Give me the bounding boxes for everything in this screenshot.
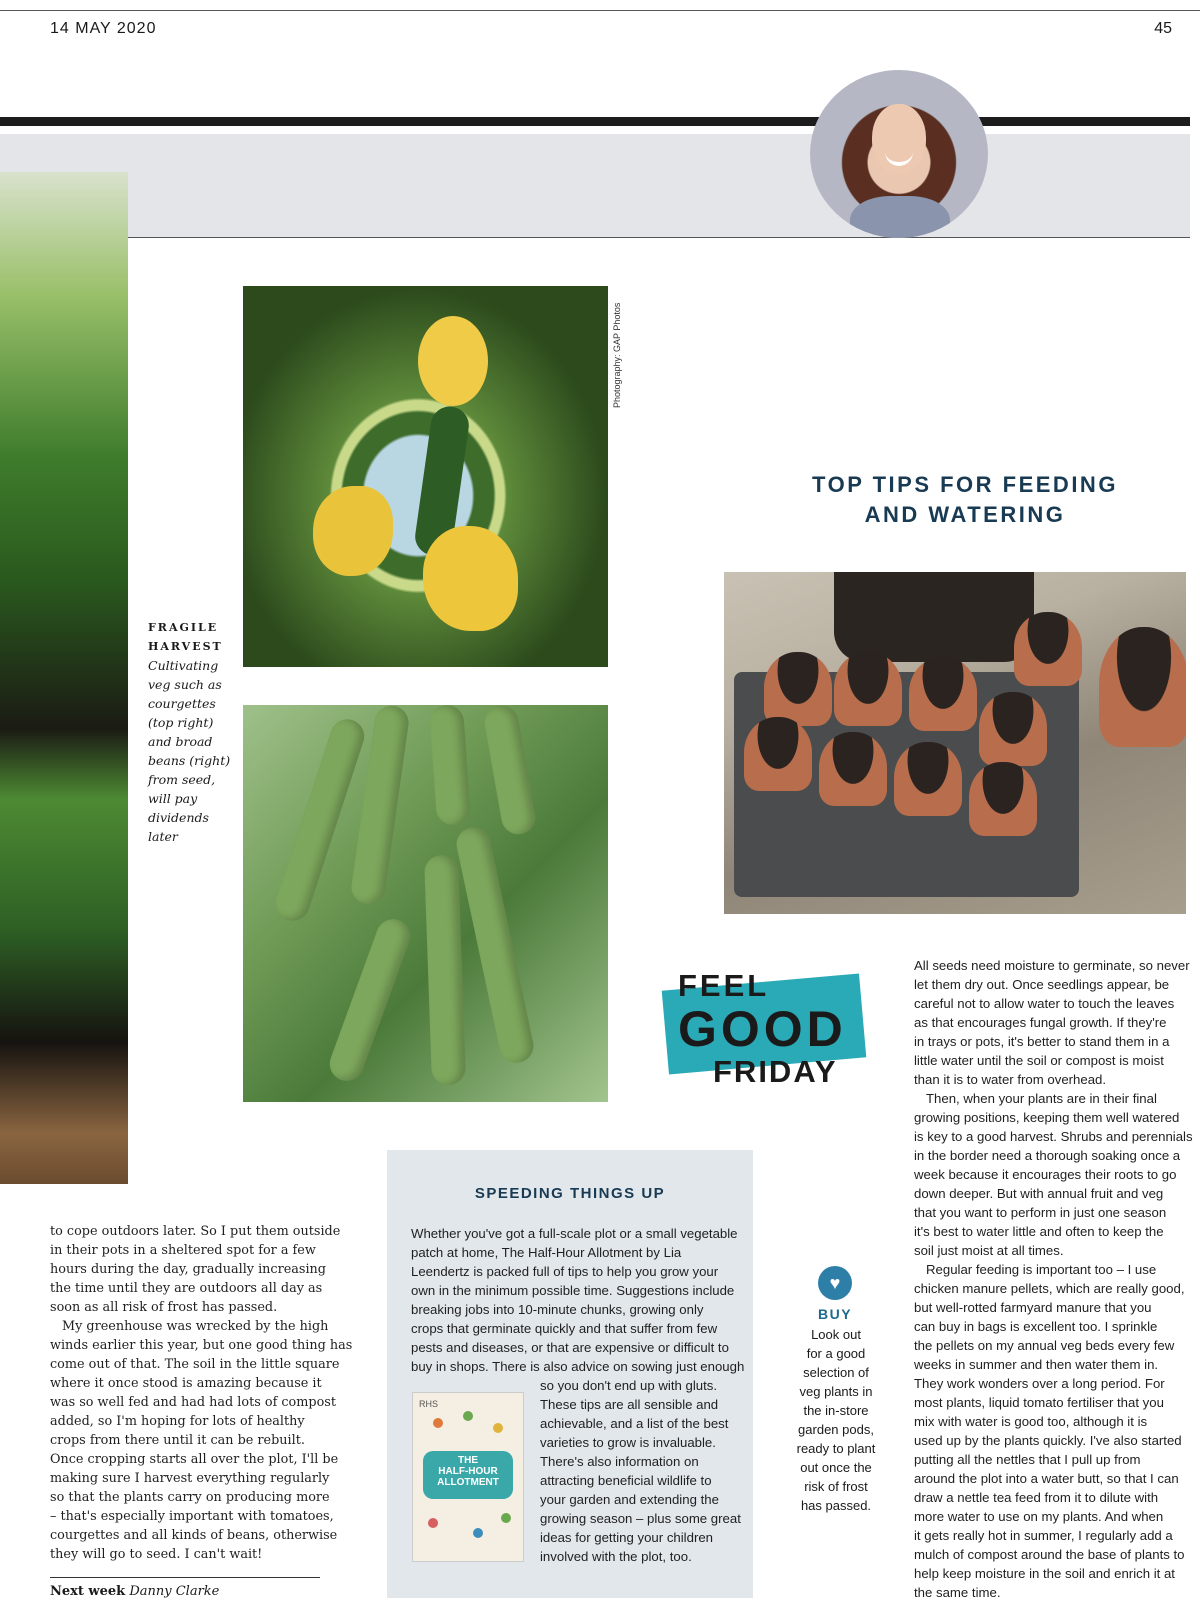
top-rule bbox=[0, 10, 1200, 11]
body-text-line: than it is to water from overhead. bbox=[914, 1072, 1107, 1087]
buy-text-line: Look out bbox=[811, 1327, 861, 1342]
sidebar-text bbox=[411, 1224, 745, 1376]
body-text-line: it gets really hot in summer, I regularly add a bbox=[914, 1528, 1173, 1543]
sidebar-text-line: patch at home, The Half-Hour Allotment by Lia bbox=[411, 1245, 682, 1260]
body-text-line: in the border need a thorough soaking once a bbox=[914, 1148, 1181, 1163]
body-text-line: All seeds need moisture to germinate, so never bbox=[914, 958, 1190, 973]
body-text-line: mix with water is good too, although it is bbox=[914, 1414, 1148, 1429]
sidebar-text-line: involved with the plot, too. bbox=[540, 1549, 692, 1564]
body-text-line: to cope outdoors later. So I put them outside bbox=[50, 1224, 341, 1239]
logo-feel: FEEL bbox=[678, 968, 770, 1003]
buy-text-line: the in-store bbox=[803, 1403, 869, 1418]
next-week-note bbox=[50, 1584, 219, 1599]
body-text-line: used up by the plants quickly. I've also started bbox=[914, 1433, 1182, 1448]
header-band bbox=[0, 134, 1190, 237]
body-text-line: crops from there until it can be rebuilt. bbox=[50, 1433, 305, 1448]
body-text-line: as that encourages fungal growth. If they're bbox=[914, 1015, 1167, 1030]
photo-caption bbox=[148, 618, 243, 846]
sidebar-text-line: varieties to grow is invaluable. bbox=[540, 1435, 716, 1450]
body-text-line: was so well fed and had had lots of compost bbox=[50, 1395, 336, 1410]
sidebar-text-line: Leendertz is packed full of tips to help you grow your bbox=[411, 1264, 719, 1279]
sidebar-text-line: breaking jobs into 10-minute chunks, growing only bbox=[411, 1302, 704, 1317]
body-column-right bbox=[914, 956, 1193, 1602]
sidebar-text-line: pests and diseases, or that are expensive or difficult to bbox=[411, 1340, 729, 1355]
courgette-photo bbox=[243, 286, 608, 667]
buy-text-line: ready to plant bbox=[796, 1441, 876, 1456]
body-text-line: growing positions, keeping them well watered bbox=[914, 1110, 1180, 1125]
body-text-line: is key to a good harvest. Shrubs and perennials bbox=[914, 1129, 1193, 1144]
buy-text-line: out once the bbox=[800, 1460, 872, 1475]
buy-text-line: has passed. bbox=[800, 1498, 872, 1513]
body-text-line: draw a nettle tea feed from it to dilute with bbox=[914, 1490, 1159, 1505]
sidebar-text-line: These tips are all sensible and bbox=[540, 1397, 719, 1412]
body-text-line: so that the plants carry on producing more bbox=[50, 1490, 330, 1505]
body-text-line: in trays or pots, it's better to stand them in a bbox=[914, 1034, 1170, 1049]
body-text-line: the same time. bbox=[914, 1585, 1001, 1600]
band-divider bbox=[128, 237, 1190, 238]
body-text-line: weeks in summer and then water them in. bbox=[914, 1357, 1159, 1372]
body-text-line: making sure I harvest everything regularly bbox=[50, 1471, 330, 1486]
body-text-line: most plants, liquid tomato fertiliser that you bbox=[914, 1395, 1164, 1410]
caption-heading bbox=[148, 618, 243, 656]
sidebar-text-line: crops that germinate quickly and that suffer from few bbox=[411, 1321, 718, 1336]
broad-beans-photo bbox=[243, 705, 608, 1102]
body-text-line: soil just moist at all times. bbox=[914, 1243, 1064, 1258]
buy-text-line: selection of bbox=[803, 1365, 869, 1380]
body-text-line: soon as all risk of frost has passed. bbox=[50, 1300, 278, 1315]
caption-text-line: veg such as bbox=[148, 677, 222, 692]
logo-good: GOOD bbox=[678, 1001, 847, 1057]
header-bar bbox=[0, 117, 1190, 126]
sidebar-text-line: own in the minimum possible time. Suggestions include bbox=[411, 1283, 735, 1298]
sidebar-title: SPEEDING THINGS UP bbox=[474, 1185, 666, 1202]
buy-heading: BUY bbox=[817, 1306, 853, 1322]
sidebar-text-line: attracting beneficial wildlife to bbox=[540, 1473, 712, 1488]
seedling-pots-photo bbox=[724, 572, 1186, 914]
sidebar-text-line: achievable, and a list of the best bbox=[540, 1416, 729, 1431]
body-text-line: can buy in bags is excellent too. I sprinkle bbox=[914, 1319, 1158, 1334]
sidebar-text-line: ideas for getting your children bbox=[540, 1530, 714, 1545]
body-text-line: They work wonders over a long period. For bbox=[914, 1376, 1165, 1391]
body-text-line: added, so I'm hoping for lots of healthy bbox=[50, 1414, 305, 1429]
buy-text-line: garden pods, bbox=[798, 1422, 874, 1437]
photo-credit: Photography: GAP Photos bbox=[612, 302, 622, 408]
body-text-line: careful not to allow water to touch the leaves bbox=[914, 996, 1175, 1011]
body-text-line: down deeper. But with annual fruit and veg bbox=[914, 1186, 1164, 1201]
body-text-line: winds earlier this year, but one good thing has bbox=[50, 1338, 353, 1353]
body-text-line: hours during the day, gradually increasing bbox=[50, 1262, 326, 1277]
body-text-line: it's best to water little and often to keep the bbox=[914, 1224, 1164, 1239]
body-text-line: they will go to seed. I can't wait! bbox=[50, 1547, 263, 1562]
body-text-line: let them dry out. Once seedlings appear, be bbox=[914, 977, 1170, 992]
issue-date: 14 MAY 2020 bbox=[50, 20, 157, 37]
caption-heading-line: FRAGILE bbox=[148, 621, 219, 634]
caption-text-line: will pay bbox=[148, 791, 198, 806]
logo-friday: FRIDAY bbox=[713, 1054, 838, 1089]
sidebar-text-line: Whether you've got a full-scale plot or a small vegetable bbox=[411, 1226, 738, 1241]
body-text-line: where it once stood is amazing because it bbox=[50, 1376, 322, 1391]
sidebar-text-line: so you don't end up with gluts. bbox=[540, 1378, 718, 1393]
body-text-line: that you want to perform in just one season bbox=[914, 1205, 1167, 1220]
body-text-line: chicken manure pellets, which are really good, bbox=[914, 1281, 1185, 1296]
book-cover bbox=[412, 1392, 524, 1562]
tomato-plants-photo bbox=[0, 172, 128, 1184]
sidebar-text-line: your garden and extending the bbox=[540, 1492, 719, 1507]
body-text-line: come out of that. The soil in the little square bbox=[50, 1357, 340, 1372]
section-title-line: TOP TIPS FOR FEEDING bbox=[812, 472, 1118, 497]
body-text-line: week because it encourages their roots to go bbox=[914, 1167, 1177, 1182]
caption-text-line: courgettes bbox=[148, 696, 216, 711]
body-text-line: My greenhouse was wrecked by the high bbox=[62, 1319, 329, 1334]
body-text-line: courgettes and all kinds of beans, otherwise bbox=[50, 1528, 338, 1543]
caption-text-line: later bbox=[148, 829, 178, 844]
body-text-line: putting all the nettles that I pull up from bbox=[914, 1452, 1141, 1467]
section-title bbox=[790, 470, 1140, 530]
body-text-line: the pellets on my annual veg beds every few bbox=[914, 1338, 1175, 1353]
page-number: 45 bbox=[1154, 20, 1172, 37]
body-column-left bbox=[50, 1222, 353, 1564]
sidebar-text-line: buy in shops. There is also advice on sowing just enough bbox=[411, 1359, 745, 1374]
body-text-line: mulch of compost around the base of plants to bbox=[914, 1547, 1185, 1562]
next-week-label: Next week bbox=[50, 1584, 126, 1599]
caption-text-line: (top right) bbox=[148, 715, 214, 730]
body-text-line: the time until they are outdoors all day as bbox=[50, 1281, 323, 1296]
book-title: THE HALF-HOUR ALLOTMENT bbox=[437, 1455, 499, 1488]
buy-text-line: veg plants in bbox=[799, 1384, 873, 1399]
caption-text-line: and broad bbox=[148, 734, 213, 749]
body-text-line: but well-rotted farmyard manure that you bbox=[914, 1300, 1152, 1315]
footer-rule bbox=[50, 1577, 320, 1578]
caption-heading-line: HARVEST bbox=[148, 640, 223, 653]
columnist-avatar bbox=[810, 70, 988, 238]
book-publisher: RHS bbox=[419, 1399, 439, 1409]
body-text-line: Regular feeding is important too – I use bbox=[926, 1262, 1157, 1277]
body-text-line: – that's especially important with tomatoes, bbox=[50, 1509, 334, 1524]
body-text-line: around the plot into a water butt, so that I can bbox=[914, 1471, 1179, 1486]
caption-text-line: beans (right) bbox=[148, 753, 231, 768]
buy-text bbox=[784, 1325, 888, 1515]
body-text-line: little water until the soil or compost is moist bbox=[914, 1053, 1164, 1068]
body-text-line: more water to use on my plants. And when bbox=[914, 1509, 1164, 1524]
section-title-line: AND WATERING bbox=[864, 502, 1066, 527]
caption-text-line: from seed, bbox=[148, 772, 216, 787]
sidebar-text-line: growing season – plus some great bbox=[540, 1511, 741, 1526]
tap-icon: ♥ bbox=[818, 1266, 852, 1300]
body-text-line: Once cropping starts all over the plot, I'll be bbox=[50, 1452, 339, 1467]
caption-text-line: dividends bbox=[148, 810, 209, 825]
sidebar-text-narrow bbox=[540, 1376, 750, 1566]
body-text-line: Then, when your plants are in their final bbox=[926, 1091, 1157, 1106]
buy-text-line: for a good bbox=[806, 1346, 866, 1361]
sidebar-text-line: There's also information on bbox=[540, 1454, 699, 1469]
caption-text bbox=[148, 656, 243, 846]
next-week-name: Danny Clarke bbox=[129, 1584, 220, 1599]
body-text-line: help keep moisture in the soil and enrich it at bbox=[914, 1566, 1175, 1581]
body-text-line: in their pots in a sheltered spot for a few bbox=[50, 1243, 316, 1258]
caption-text-line: Cultivating bbox=[148, 658, 219, 673]
buy-text-line: risk of frost bbox=[804, 1479, 868, 1494]
